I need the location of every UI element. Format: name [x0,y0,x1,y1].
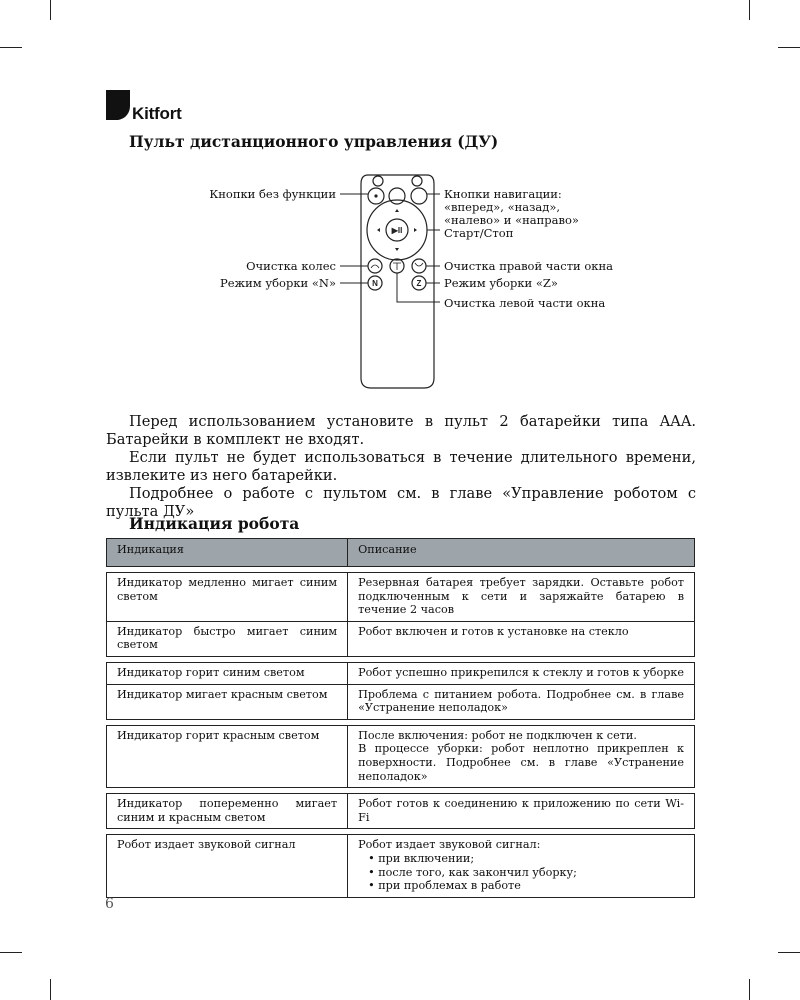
crop-mark [778,952,800,953]
indication-cell: Индикатор попеременно мигает синим и красным светом [107,794,348,829]
battery-instructions [106,413,696,521]
brand-name: Kitfort [132,104,182,123]
remote-diagram [0,0,800,400]
description-line: Робот издает звуковой сигнал: [358,838,541,852]
crop-mark [50,979,51,1000]
crop-mark [0,952,22,953]
table-row [107,725,695,787]
table-row [107,684,695,719]
table-row [107,662,695,684]
label-wheel-cleaning: Очистка колес [246,259,336,273]
paragraph-batteries: Перед использованием установите в пульт 2 батарейки типа AAA. Батарейки в комплект не входят. [106,413,696,448]
description-cell [348,725,695,787]
indication-table [106,538,695,898]
column-header-description: Описание [348,539,695,567]
label-nav-line3: «налево» и «направо» [444,213,579,227]
indication-cell: Индикатор медленно мигает синим светом [107,573,348,622]
table-row [107,794,695,829]
play-pause-key: ▶II [391,226,403,235]
indication-cell: Индикатор горит синим светом [107,662,348,684]
description-line: После включения: робот не подключен к сети. [358,728,637,742]
label-left-window-clean: Очистка левой части окна [444,296,606,310]
page-number: 6 [105,896,114,912]
indication-cell: Индикатор быстро мигает синим светом [107,621,348,656]
table-header-row [107,539,695,567]
label-nav-line1: Кнопки навигации: [444,187,562,201]
indication-cell: Индикатор горит красным светом [107,725,348,787]
n-key: N [372,279,378,288]
crop-mark [749,979,750,1000]
paragraph-remove-batteries: Если пульт не будет использоваться в течение длительного времени, извлеките из него батарейки. [106,449,696,484]
label-nav-line2: «вперед», «назад», [444,200,561,214]
bullet-list [358,852,684,893]
description-cell [348,835,695,897]
label-start-stop: Старт/Стоп [444,226,514,240]
indication-cell: Индикатор мигает красным светом [107,684,348,719]
description-cell: Резервная батарея требует зарядки. Оставьте робот подключенным к сети и заряжайте батарею в течение 2 часов [348,573,695,622]
remote-heading: Пульт дистанционного управления (ДУ) [129,132,499,151]
label-right-window-clean: Очистка правой части окна [444,259,614,273]
label-no-function-buttons: Кнопки без функции [209,187,336,201]
table-row [107,835,695,897]
list-item: • при включении; [368,852,684,866]
indication-heading: Индикация робота [129,514,300,533]
table-row [107,621,695,656]
description-cell: Проблема с питанием робота. Подробнее см. в главе «Устранение неполадок» [348,684,695,719]
paragraph-see-chapter: Подробнее о работе с пультом см. в главе «Управление роботом с пульта ДУ» [106,485,696,520]
label-mode-n: Режим уборки «N» [219,276,336,290]
column-header-indication: Индикация [107,539,348,567]
z-key: Z [416,279,422,288]
description-cell: Робот готов к соединению к приложению по сети Wi-Fi [348,794,695,829]
description-line: В процессе уборки: робот неплотно прикреплен к поверхности. Подробнее см. в главе «Устранение неполадок» [358,742,684,783]
description-cell: Робот включен и готов к установке на стекло [348,621,695,656]
label-mode-z: Режим уборки «Z» [444,276,558,290]
table-row [107,573,695,622]
indication-cell: Робот издает звуковой сигнал [107,835,348,897]
list-item: • после того, как закончил уборку; [368,866,684,880]
list-item: • при проблемах в работе [368,879,684,893]
description-cell: Робот успешно прикрепился к стеклу и готов к уборке [348,662,695,684]
